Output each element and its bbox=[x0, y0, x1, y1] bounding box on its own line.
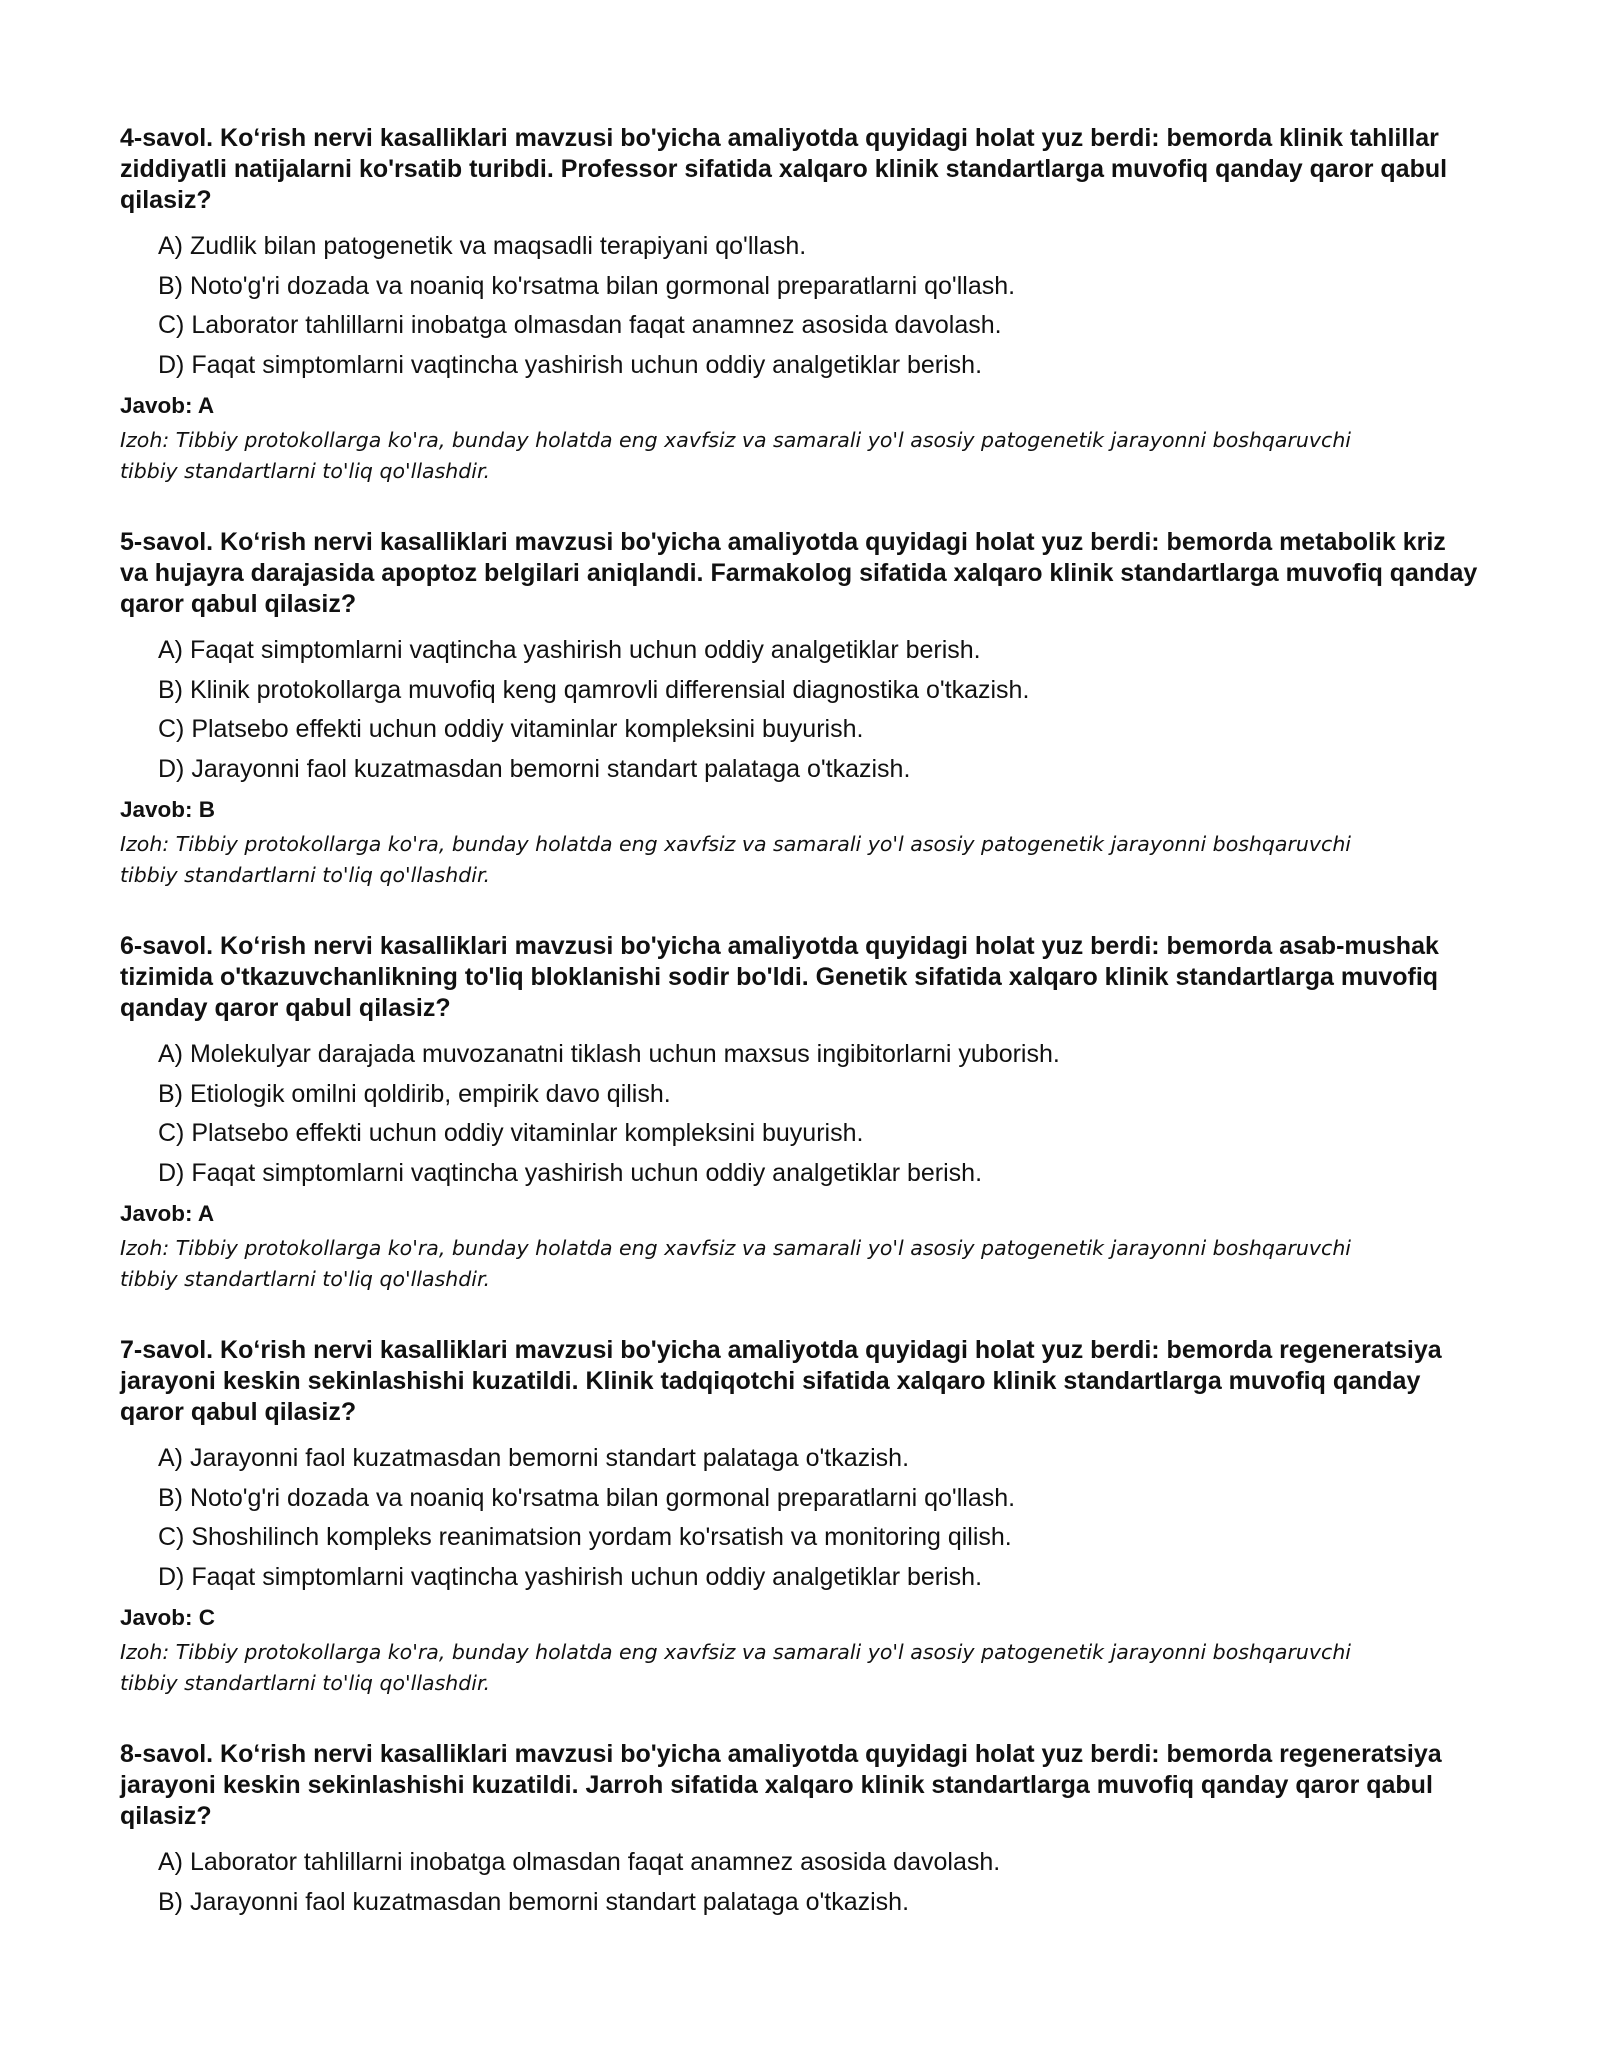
answer-option-a: A) Zudlik bilan patogenetik va maqsadli terapiyani qo'llash. bbox=[158, 232, 807, 260]
question-block bbox=[120, 1739, 1480, 1922]
answer-option-c: C) Shoshilinch kompleks reanimatsion yordam ko'rsatish va monitoring qilish. bbox=[158, 1523, 1012, 1551]
explanation-note: Izoh: Tibbiy protokollarga ko'ra, bunday holatda eng xavfsiz va samarali yo'l asosiy patogenetik jarayonni boshqaruvchi tibbiy standartlarni to'liq qo'llashdir. bbox=[120, 1236, 1352, 1291]
answer-option-b: B) Noto'g'ri dozada va noaniq ko'rsatma bilan gormonal preparatlarni qo'llash. bbox=[158, 1483, 1016, 1512]
document-body bbox=[120, 123, 1480, 1962]
answer-option-d: D) Jarayonni faol kuzatmasdan bemorni standart palataga o'tkazish. bbox=[158, 754, 911, 783]
answer-option-d: D) Faqat simptomlarni vaqtincha yashirish uchun oddiy analgetiklar berish. bbox=[158, 350, 983, 379]
answer-option-a: A) Molekulyar darajada muvozanatni tiklash uchun maxsus ingibitorlarni yuborish. bbox=[158, 1040, 1060, 1068]
question-title: 8-savol. Ko‘rish nervi kasalliklari mavzusi bo'yicha amaliyotda quyidagi holat yuz berdi: bemorda regeneratsiya jarayoni keskin sekinlashishi kuzatildi. Jarroh sifatida xalqaro klinik standartlarga muvofiq qanday qaror qabul qilasiz? bbox=[120, 1740, 1442, 1830]
answer-option-b: B) Noto'g'ri dozada va noaniq ko'rsatma bilan gormonal preparatlarni qo'llash. bbox=[158, 271, 1016, 300]
question-title: 7-savol. Ko‘rish nervi kasalliklari mavzusi bo'yicha amaliyotda quyidagi holat yuz berdi: bemorda regeneratsiya jarayoni keskin sekinlashishi kuzatildi. Klinik tadqiqotchi sifatida xalqaro klinik standartlarga muvofiq qanday qaror qabul qilasiz? bbox=[120, 1336, 1442, 1426]
answer-option-d: D) Faqat simptomlarni vaqtincha yashirish uchun oddiy analgetiklar berish. bbox=[158, 1562, 983, 1591]
answer-option-b: B) Jarayonni faol kuzatmasdan bemorni standart palataga o'tkazish. bbox=[158, 1887, 910, 1916]
answer-option-c: C) Platsebo effekti uchun oddiy vitaminlar kompleksini buyurish. bbox=[158, 1119, 864, 1147]
question-block bbox=[120, 527, 1480, 891]
correct-answer: Javob: A bbox=[120, 1201, 215, 1226]
explanation-note: Izoh: Tibbiy protokollarga ko'ra, bunday holatda eng xavfsiz va samarali yo'l asosiy patogenetik jarayonni boshqaruvchi tibbiy standartlarni to'liq qo'llashdir. bbox=[120, 1640, 1352, 1695]
correct-answer: Javob: C bbox=[120, 1605, 216, 1630]
explanation-note: Izoh: Tibbiy protokollarga ko'ra, bunday holatda eng xavfsiz va samarali yo'l asosiy patogenetik jarayonni boshqaruvchi tibbiy standartlarni to'liq qo'llashdir. bbox=[120, 428, 1352, 483]
correct-answer: Javob: B bbox=[120, 797, 216, 822]
question-block bbox=[120, 1335, 1480, 1699]
answer-option-c: C) Laborator tahlillarni inobatga olmasdan faqat anamnez asosida davolash. bbox=[158, 311, 1002, 339]
answer-option-b: B) Etiologik omilni qoldirib, empirik davo qilish. bbox=[158, 1079, 671, 1108]
answer-option-a: A) Faqat simptomlarni vaqtincha yashirish uchun oddiy analgetiklar berish. bbox=[158, 636, 981, 664]
answer-option-b: B) Klinik protokollarga muvofiq keng qamrovli differensial diagnostika o'tkazish. bbox=[158, 675, 1030, 704]
answer-option-d: D) Faqat simptomlarni vaqtincha yashirish uchun oddiy analgetiklar berish. bbox=[158, 1158, 983, 1187]
question-block bbox=[120, 123, 1480, 487]
question-title: 5-savol. Ko‘rish nervi kasalliklari mavzusi bo'yicha amaliyotda quyidagi holat yuz berdi: bemorda metabolik kriz va hujayra darajasida apoptoz belgilari aniqlandi. Farmakolog sifatida xalqaro klinik standartlarga muvofiq qanday qaror qabul qilasiz? bbox=[120, 528, 1478, 618]
answer-option-c: C) Platsebo effekti uchun oddiy vitaminlar kompleksini buyurish. bbox=[158, 715, 864, 743]
question-title: 6-savol. Ko‘rish nervi kasalliklari mavzusi bo'yicha amaliyotda quyidagi holat yuz berdi: bemorda asab-mushak tizimida o'tkazuvchanlikning to'liq bloklanishi sodir bo'ldi. Genetik sifatida xalqaro klinik standartlarga muvofiq qanday qaror qabul qilasiz? bbox=[120, 932, 1439, 1022]
answer-option-a: A) Laborator tahlillarni inobatga olmasdan faqat anamnez asosida davolash. bbox=[158, 1848, 1001, 1876]
correct-answer: Javob: A bbox=[120, 393, 215, 418]
question-title: 4-savol. Ko‘rish nervi kasalliklari mavzusi bo'yicha amaliyotda quyidagi holat yuz berdi: bemorda klinik tahlillar ziddiyatli natijalarni ko'rsatib turibdi. Professor sifatida xalqaro klinik standartlarga muvofiq qanday qaror qabul qilasiz? bbox=[120, 124, 1448, 214]
answer-option-a: A) Jarayonni faol kuzatmasdan bemorni standart palataga o'tkazish. bbox=[158, 1444, 910, 1472]
explanation-note: Izoh: Tibbiy protokollarga ko'ra, bunday holatda eng xavfsiz va samarali yo'l asosiy patogenetik jarayonni boshqaruvchi tibbiy standartlarni to'liq qo'llashdir. bbox=[120, 832, 1352, 887]
question-block bbox=[120, 931, 1480, 1295]
